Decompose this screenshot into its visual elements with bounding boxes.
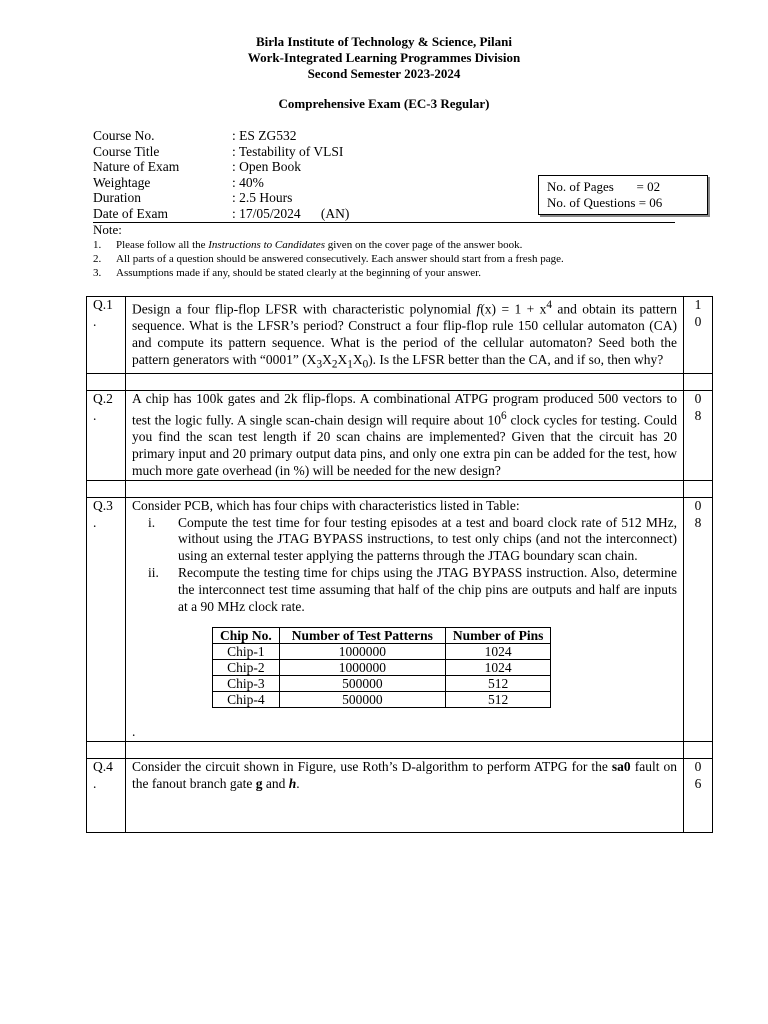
semester: Second Semester 2023-2024 <box>307 66 461 81</box>
questions-table <box>86 296 713 833</box>
pages-box <box>538 175 708 215</box>
table-row <box>213 660 551 676</box>
question-number: Q.2 . <box>87 391 126 480</box>
info-label: Course No. <box>93 128 155 143</box>
note-item <box>93 238 564 252</box>
info-row <box>93 190 349 206</box>
info-label: Course Title <box>93 143 160 159</box>
table-cell: 512 <box>445 676 551 692</box>
info-value: : ES ZG532 <box>232 128 297 143</box>
table-cell: 512 <box>445 692 551 708</box>
table-cell: Chip-4 <box>213 692 280 708</box>
division-name: Work-Integrated Learning Programmes Division <box>247 50 521 65</box>
sub-question: i. Compute the test time for four testing episodes at a test and board clock rate of 512 MHz, without using the JTAG BYPASS instructions, to test only chips (and not the interconnect) using an external tester applying the patterns through the JTAG boundary scan chain. <box>148 514 677 564</box>
table-cell: 1000000 <box>279 660 445 676</box>
header-cell: Chip No. <box>213 628 280 644</box>
chip-table-header <box>213 628 551 644</box>
info-value: : 40% <box>232 174 264 190</box>
table-cell: Chip-2 <box>213 660 280 676</box>
table-cell: 1024 <box>445 644 551 660</box>
table-cell: 500000 <box>279 692 445 708</box>
page-count: No. of Pages = 02 <box>547 179 661 194</box>
question-row-4 <box>87 759 713 833</box>
question-text: Consider the circuit shown in Figure, use Roth’s D-algorithm to perform ATPG for the sa0 fault on the fanout branch gate g and h. <box>126 759 684 833</box>
spacer-row <box>87 480 713 497</box>
chip-table <box>212 627 551 708</box>
question-marks: 0 8 <box>684 497 713 741</box>
exam-title: Comprehensive Exam (EC-3 Regular) <box>278 96 490 111</box>
question-marks: 0 8 <box>684 391 713 480</box>
table-cell: 500000 <box>279 676 445 692</box>
question-marks: 1 0 <box>684 297 713 374</box>
question-number: Q.1 . <box>87 297 126 374</box>
info-row <box>93 206 349 222</box>
question-number: Q.3 . <box>87 497 126 741</box>
question-count: No. of Questions = 06 <box>547 195 663 210</box>
question-row-1 <box>87 297 713 374</box>
note-text: All parts of a question should be answered consecutively. Each answer should start from a fresh page. <box>116 253 564 265</box>
table-row <box>213 676 551 692</box>
institute-name: Birla Institute of Technology & Science, Pilani <box>255 34 513 49</box>
info-value: : 2.5 Hours <box>232 190 293 205</box>
note-number: 3. <box>93 267 102 279</box>
table-row <box>213 692 551 708</box>
notes-list <box>93 238 564 280</box>
question-intro: Consider PCB, which has four chips with characteristics listed in Table: <box>132 497 520 513</box>
info-value: : 17/05/2024 (AN) <box>232 205 350 221</box>
header-cell: Number of Test Patterns <box>279 628 445 644</box>
note-text: Please follow all the Instructions to Candidates given on the cover page of the answer book. <box>116 239 523 251</box>
note-number: 1. <box>93 239 102 251</box>
spacer-row <box>87 374 713 391</box>
trailing-dot: . <box>132 724 136 740</box>
question-text <box>126 497 684 741</box>
question-text: A chip has 100k gates and 2k flip-flops. A combinational ATPG program produced 500 vectors to test the logic fully. A single scan-chain design will require about $10^6$ clock cycles for testing. Could you find the scan test length if 20 scan chains are implemented? Given that the circuit has 20 primary input and 20 primary output data pins, and only one extra pin can be added for the test, how much more gate overhead (in %) will be needed for the new design? <box>126 391 684 480</box>
note-item <box>93 266 564 280</box>
table-cell: 1024 <box>445 660 551 676</box>
info-label: Nature of Exam <box>93 159 180 174</box>
sub-question: ii. Recompute the testing time for chips using the JTAG BYPASS instruction. Also, determine the interconnect test time assuming that half of the chip pins are outputs and half are inputs at a 90 MHz clock rate. <box>148 565 677 614</box>
info-label: Duration <box>93 190 141 205</box>
note-label: Note: <box>93 222 122 237</box>
question-text: Design a four flip-flop LFSR with characteristic polynomial $f(x) = 1 + x^4$ and obtain its pattern sequence. What is the LFSR’s period? Construct a four flip-flop rule 150 cellular automaton (CA) and compute its pattern sequence. What is the period of the cellular automaton? Seed both the pattern generators with “0001” $(X_3X_2X_1X_0)$. Is the LFSR better than the CA, and if so, then why? <box>126 297 684 374</box>
header-cell: Number of Pins <box>445 628 551 644</box>
spacer-row <box>87 742 713 759</box>
question-number: Q.4 . <box>87 759 126 833</box>
divider <box>93 222 675 223</box>
question-row-3 <box>87 497 713 741</box>
note-number: 2. <box>93 253 102 265</box>
info-row <box>93 175 349 191</box>
info-label: Date of Exam <box>93 205 168 221</box>
note-item <box>93 252 564 266</box>
info-value: : Open Book <box>232 159 301 174</box>
table-cell: Chip-3 <box>213 676 280 692</box>
info-value: : Testability of VLSI <box>232 143 344 159</box>
question-row-2 <box>87 391 713 480</box>
course-info <box>93 128 349 221</box>
note-text: Assumptions made if any, should be stated clearly at the beginning of your answer. <box>116 267 481 279</box>
question-marks: 0 6 <box>684 759 713 833</box>
table-cell: Chip-1 <box>213 644 280 660</box>
table-row <box>213 644 551 660</box>
info-row <box>93 128 349 144</box>
info-row <box>93 144 349 160</box>
table-cell: 1000000 <box>279 644 445 660</box>
info-label: Weightage <box>93 174 151 190</box>
info-row <box>93 159 349 175</box>
